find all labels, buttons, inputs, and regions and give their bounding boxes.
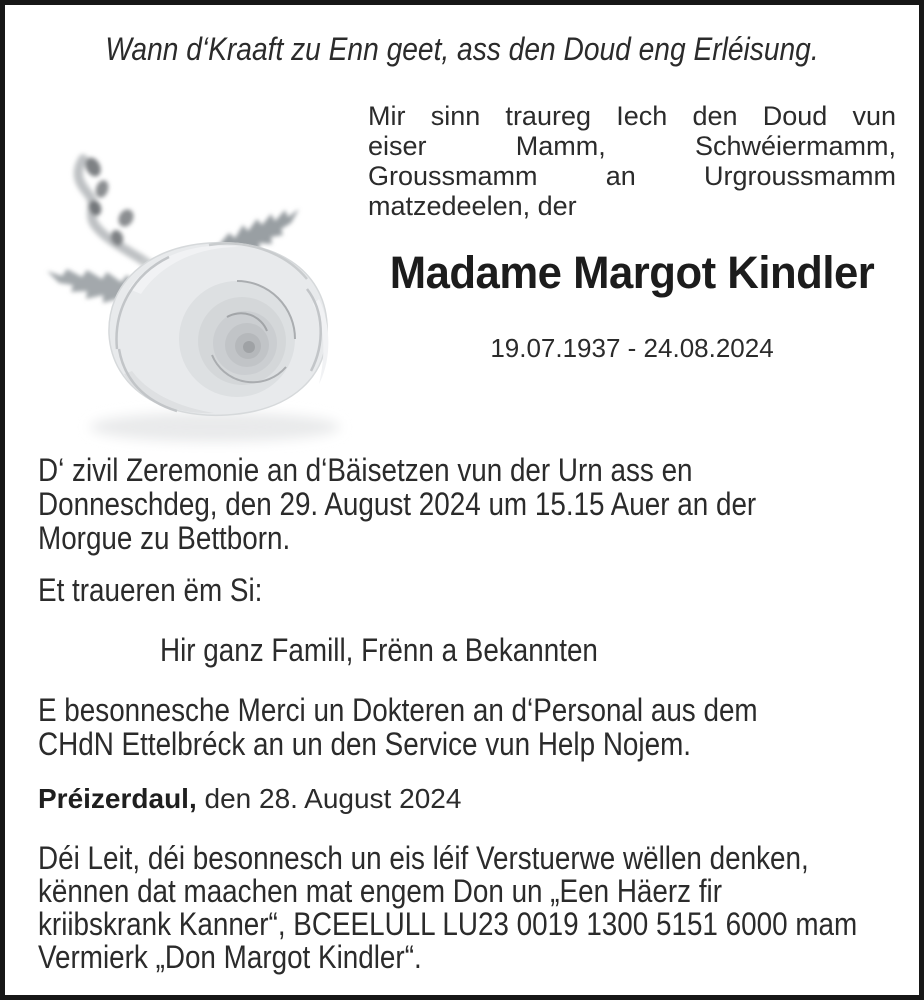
mourning-label bbox=[38, 573, 296, 607]
life-dates: 19.07.1937 - 24.08.2024 bbox=[490, 333, 774, 363]
thanks-line: E besonnesche Merci un Dokteren an d‘Personal aus dem bbox=[38, 692, 758, 728]
place-name: Préizerdaul, bbox=[38, 783, 197, 814]
rose-bloom bbox=[109, 243, 328, 416]
donation-line: kriibskrank Kanner“, BCEELULL LU23 0019 1300 5151 6000 mam bbox=[38, 906, 858, 942]
intro-line: Groussmamm an Urgroussmamm bbox=[368, 161, 896, 191]
ceremony-line: D‘ zivil Zeremonie an d‘Bäisetzen vun der Urn ass en bbox=[38, 452, 693, 488]
white-rose-graphic bbox=[27, 137, 353, 453]
intro-line: Mir sinn traureg Iech den Doud vun bbox=[368, 101, 896, 131]
epitaph-quote: Wann d‘Kraaft zu Enn geet, ass den Doud eng Erléisung. bbox=[105, 31, 819, 67]
intro-line: eiser Mamm, Schwéiermamm, bbox=[368, 131, 896, 161]
donation-line: Vermierk „Don Margot Kindler“. bbox=[38, 939, 422, 975]
rose-shadow bbox=[90, 412, 340, 442]
ceremony-line: Donneschdeg, den 29. August 2024 um 15.15 Auer an der bbox=[38, 486, 757, 522]
intro-paragraph bbox=[368, 101, 896, 221]
donation-line: kënnen dat maachen mat engem Don un „Een Häerz fir bbox=[38, 873, 723, 909]
deceased-name: Madame Margot Kindler bbox=[389, 247, 875, 298]
donation-line: Déi Leit, déi besonnesch un eis léif Verstuerwe wëllen denken, bbox=[38, 840, 809, 876]
mourners-line bbox=[160, 633, 663, 667]
mourning-label-text: Et traueren ëm Si: bbox=[38, 572, 263, 608]
place-dateline bbox=[38, 783, 461, 815]
ceremony-paragraph bbox=[38, 453, 864, 555]
ceremony-line: Morgue zu Bettborn. bbox=[38, 520, 291, 556]
rose-stem bbox=[78, 155, 158, 271]
dateline-rest: den 28. August 2024 bbox=[196, 783, 462, 814]
intro-line: matzedeelen, der bbox=[368, 191, 577, 221]
mourners-text: Hir ganz Famill, Frënn a Bekannten bbox=[160, 632, 598, 668]
thanks-paragraph bbox=[38, 693, 865, 761]
white-rose-image bbox=[27, 137, 353, 453]
thanks-line: CHdN Ettelbréck an un den Service vun Help Nojem. bbox=[38, 726, 692, 762]
donation-paragraph bbox=[38, 842, 924, 974]
